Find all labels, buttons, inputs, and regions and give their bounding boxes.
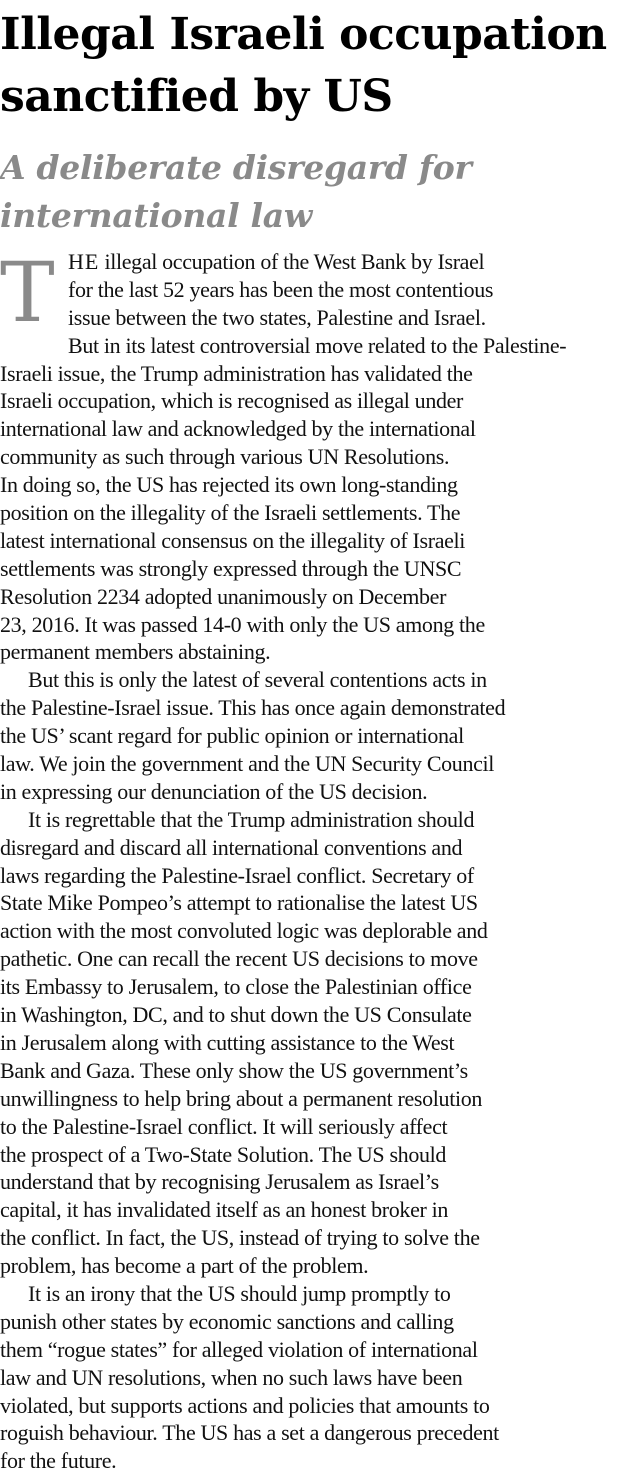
headline-line: Illegal Israeli occupation [0, 9, 607, 60]
paragraph [0, 666, 629, 805]
paragraph [0, 1280, 629, 1475]
text-line: them “rogue states” for alleged violation of international [0, 1336, 478, 1362]
text-line: law and UN resolutions, when no such laws have been [0, 1364, 463, 1390]
article-body [0, 248, 629, 1475]
text-line: position on the illegality of the Israeli settlements. The [0, 500, 461, 526]
text-line: the US’ scant regard for public opinion or international [0, 723, 464, 749]
paragraph-lines [0, 248, 629, 666]
text-line: It is regrettable that the Trump administration should [28, 806, 475, 832]
text-line: violated, but supports actions and policies that amounts to [0, 1392, 490, 1418]
text-line: in expressing our denunciation of the US decision. [0, 778, 428, 804]
text-line: capital, it has invalidated itself as an honest broker in [0, 1197, 449, 1223]
paragraph-lines [0, 1280, 629, 1475]
text-line [0, 248, 629, 276]
paragraph [0, 806, 629, 1280]
text-line: for the future. [0, 1448, 117, 1474]
text-line: its Embassy to Jerusalem, to close the Palestinian office [0, 974, 472, 1000]
text-line: problem, has become a part of the problem. [0, 1253, 369, 1279]
text-line: in Washington, DC, and to shut down the US Consulate [0, 1002, 472, 1028]
text-line: But this is only the latest of several contentions acts in [28, 667, 487, 693]
text-line: unwillingness to help bring about a permanent resolution [0, 1085, 483, 1111]
lead-in: HE [68, 249, 100, 274]
text-line: for the last 52 years has been the most contentious [68, 276, 494, 302]
paragraph [0, 248, 629, 666]
text-line: action with the most convoluted logic was deplorable and [0, 918, 488, 944]
text-line: laws regarding the Palestine-Israel conflict. Secretary of [0, 862, 474, 888]
paragraph-lines [0, 666, 629, 805]
text-line: Israeli issue, the Trump administration has validated the [0, 360, 473, 386]
text-line: Israeli occupation, which is recognised as illegal under [0, 388, 464, 414]
text-line: the Palestine-Israel issue. This has once again demonstrated [0, 695, 506, 721]
text-line: the conflict. In fact, the US, instead of trying to solve the [0, 1225, 480, 1251]
text-line: But in its latest controversial move related to the Palestine- [68, 332, 567, 358]
text-line: roguish behaviour. The US has a set a dangerous precedent [0, 1420, 499, 1446]
text-line: State Mike Pompeo’s attempt to rationalise the latest US [0, 890, 478, 916]
text-line: disregard and discard all international conventions and [0, 834, 463, 860]
text-line: settlements was strongly expressed through the UNSC [0, 555, 462, 581]
text-line: Resolution 2234 adopted unanimously on December [0, 583, 447, 609]
drop-cap: T [0, 246, 55, 341]
text-line: latest international consensus on the illegality of Israeli [0, 527, 466, 553]
text-line: punish other states by economic sanctions and calling [0, 1308, 454, 1334]
text-line-content: illegal occupation of the West Bank by Israel [99, 249, 485, 274]
text-line: law. We join the government and the UN Security Council [0, 751, 495, 777]
standfirst [0, 144, 629, 240]
text-line: in Jerusalem along with cutting assistance to the West [0, 1029, 455, 1055]
headline-line: sanctified by US [0, 71, 393, 122]
text-line: pathetic. One can recall the recent US decisions to move [0, 946, 478, 972]
text-line: permanent members abstaining. [0, 639, 271, 665]
text-line: to the Palestine-Israel conflict. It will seriously affect [0, 1113, 448, 1139]
text-line: community as such through various UN Resolutions. [0, 444, 450, 470]
text-line: It is an irony that the US should jump promptly to [28, 1280, 451, 1306]
standfirst-line: A deliberate disregard for [0, 148, 472, 187]
text-line: issue between the two states, Palestine and Israel. [68, 304, 486, 330]
text-line: 23, 2016. It was passed 14-0 with only the US among the [0, 611, 485, 637]
text-line: understand that by recognising Jerusalem as Israel’s [0, 1169, 439, 1195]
text-line: Bank and Gaza. These only show the US government’s [0, 1057, 468, 1083]
paragraph-lines [0, 806, 629, 1280]
headline [0, 4, 629, 128]
standfirst-line: international law [0, 196, 312, 235]
text-line: international law and acknowledged by the international [0, 416, 476, 442]
text-line: the prospect of a Two-State Solution. The US should [0, 1141, 447, 1167]
text-line: In doing so, the US has rejected its own long-standing [0, 472, 458, 498]
